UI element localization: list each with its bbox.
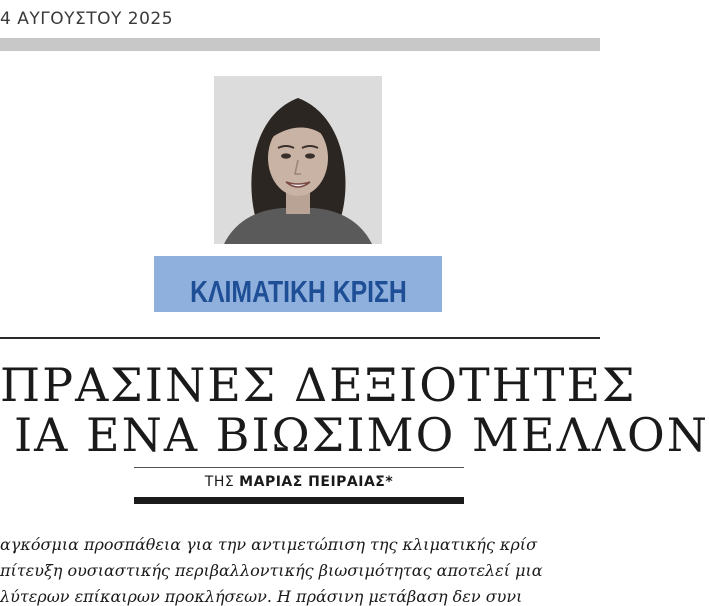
author-name: ΜΑΡΙΑΣ ΠΕΙΡΑΙΑΣ* (239, 474, 394, 490)
section-accent-bar (154, 256, 442, 272)
byline-top-rule (134, 467, 464, 468)
section-label-text: ΚΛΙΜΑΤΙΚΗ ΚΡΙΣΗ (189, 274, 407, 309)
byline-prefix: ΤΗΣ (204, 474, 235, 490)
author-photo (214, 76, 382, 244)
section-label (154, 272, 442, 312)
headline-line-1: ΠΡΑΣΙΝΕΣ ΔΕΞΙΟΤΗΤΕΣ (0, 358, 637, 412)
headline-line-2: ΙΑ ΕΝΑ ΒΙΩΣΙΜΟ ΜΕΛΛΟΝ (14, 408, 709, 462)
byline-bottom-rule (134, 497, 464, 504)
body-text-line: πίτευξη ουσιαστικής περιβαλλοντικής βιωσιμότητας αποτελεί μια (0, 561, 543, 580)
section-divider (0, 337, 600, 339)
byline (134, 474, 464, 490)
author-portrait-icon (214, 76, 382, 244)
issue-date: 4 ΑΥΓΟΥΣΤΟΥ 2025 (0, 9, 174, 29)
top-divider (0, 38, 600, 51)
body-text-line: λύτερων επίκαιρων προκλήσεων. Η πράσινη μετάβαση δεν συνι (0, 587, 523, 606)
body-text-line: αγκόσμια προσπάθεια για την αντιμετώπιση της κλιματικής κρίσ (0, 535, 537, 554)
